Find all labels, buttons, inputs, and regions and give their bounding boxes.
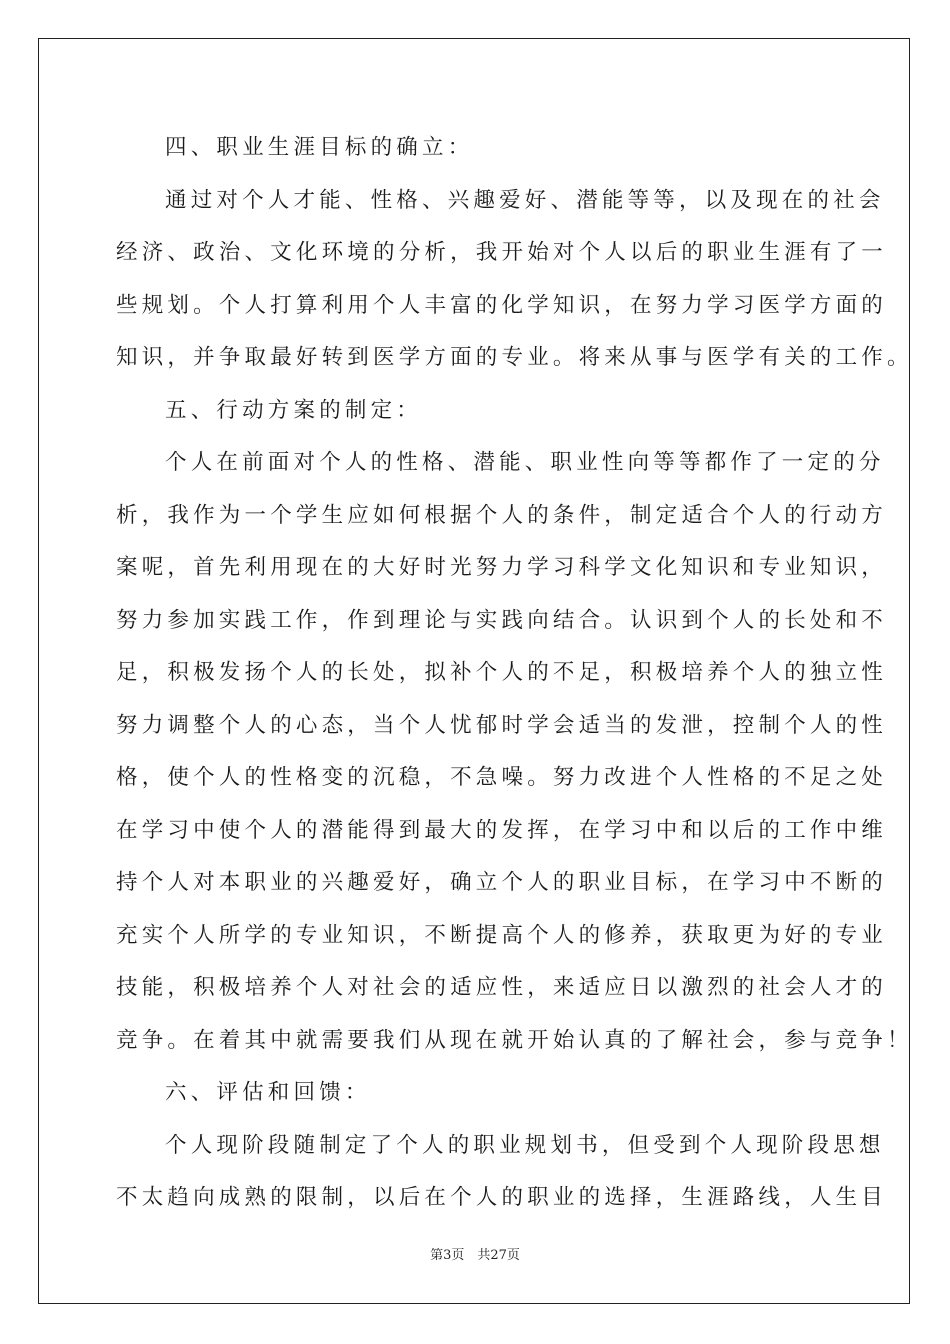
text-line: 些规划。个人打算利用个人丰富的化学知识，在努力学习医学方面的: [116, 292, 888, 318]
text-line: 不太趋向成熟的限制，以后在个人的职业的选择，生涯路线，人生目: [116, 1185, 888, 1210]
text-line: 足，积极发扬个人的长处，拟补个人的不足，积极培养个人的独立性: [116, 660, 888, 685]
text-line: 案呢，首先利用现在的大好时光努力学习科学文化知识和专业知识，: [116, 555, 888, 580]
text-line: 知识，并争取最好转到医学方面的专业。将来从事与医学有关的工作。: [116, 345, 913, 370]
text-line: 析，我作为一个学生应如何根据个人的条件，制定适合个人的行动方: [116, 502, 888, 528]
page-footer: [0, 1244, 950, 1263]
text-line: 努力调整个人的心态，当个人忧郁时学会适当的发泄，控制个人的性: [116, 712, 888, 738]
text-line: 经济、政治、文化环境的分析，我开始对个人以后的职业生涯有了一: [116, 240, 888, 265]
text-line: 竞争。在着其中就需要我们从现在就开始认真的了解社会，参与竞争！: [116, 1027, 913, 1053]
page-number: 第3页 共27页: [430, 1248, 520, 1263]
document-body: [116, 122, 913, 1225]
text-line: 在学习中使个人的潜能得到最大的发挥，在学习中和以后的工作中维: [116, 817, 888, 843]
text-line: 格，使个人的性格变的沉稳，不急噪。努力改进个人性格的不足之处: [116, 765, 888, 790]
text-line: 个人现阶段随制定了个人的职业规划书，但受到个人现阶段思想: [165, 1132, 885, 1158]
text-line: 持个人对本职业的兴趣爱好，确立个人的职业目标，在学习中不断的: [116, 870, 888, 895]
text-line: 努力参加实践工作，作到理论与实践向结合。认识到个人的长处和不: [116, 607, 888, 633]
text-line: 技能，积极培养个人对社会的适应性，来适应日以激烈的社会人才的: [116, 975, 888, 1000]
text-line: 通过对个人才能、性格、兴趣爱好、潜能等等，以及现在的社会: [165, 187, 885, 213]
text-line: 六、评估和回馈：: [165, 1080, 371, 1105]
text-line: 五、行动方案的制定：: [165, 397, 423, 423]
text-line: 个人在前面对个人的性格、潜能、职业性向等等都作了一定的分: [165, 450, 885, 475]
text-line: 四、职业生涯目标的确立：: [165, 135, 474, 160]
text-line: 充实个人所学的专业知识，不断提高个人的修养，获取更为好的专业: [116, 922, 888, 948]
